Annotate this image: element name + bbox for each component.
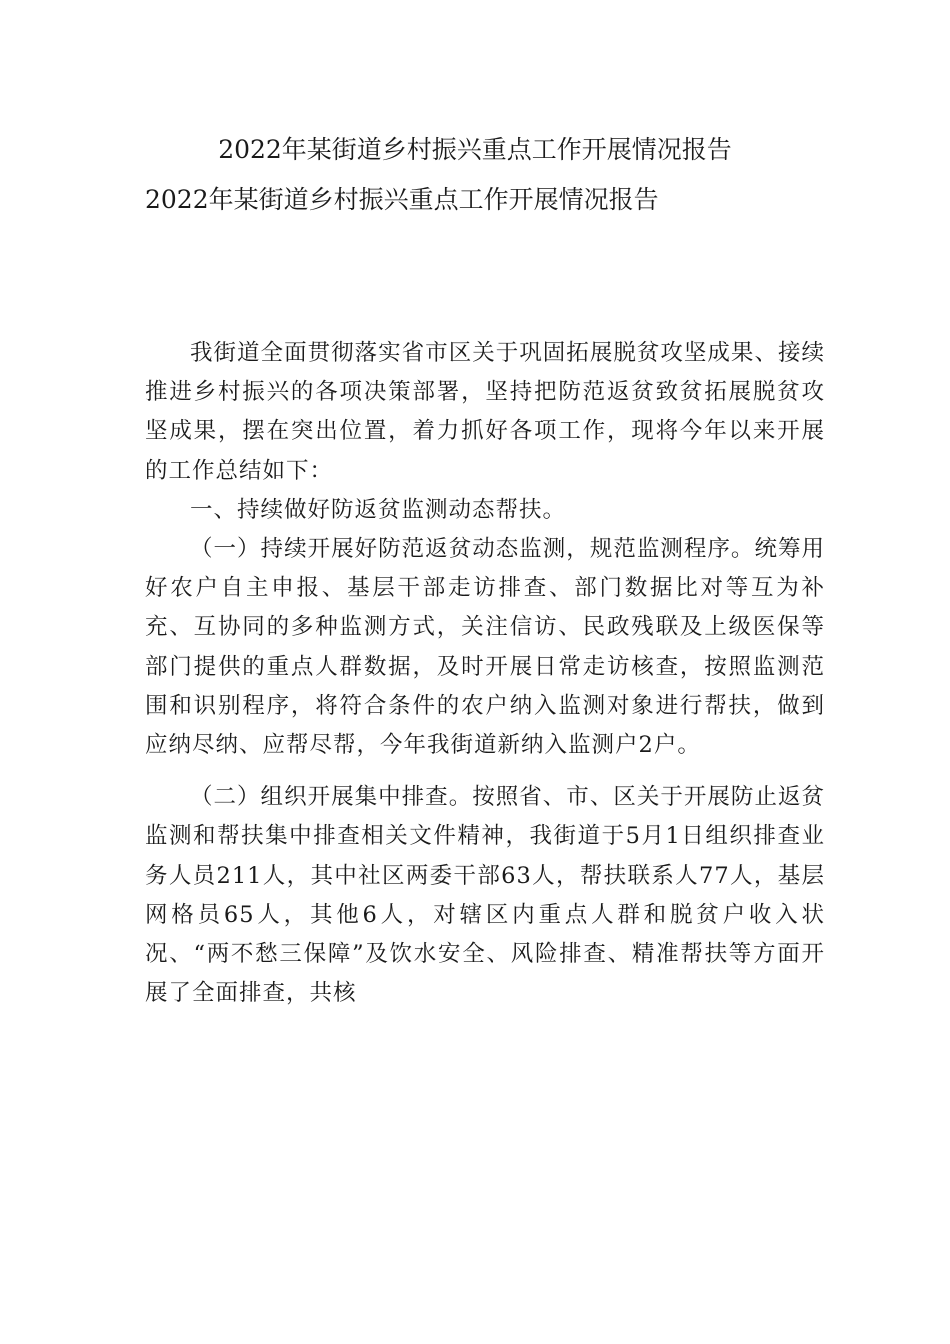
- document-title-left: 2022年某街道乡村振兴重点工作开展情况报告: [145, 185, 659, 214]
- paragraph-section-heading: 一、持续做好防返贫监测动态帮扶。: [190, 496, 567, 523]
- document-body: [145, 334, 825, 1013]
- paragraph-item-two: （二）组织开展集中排查。按照省、市、区关于开展防止返贫监测和帮扶集中排查相关文件精神，我街道于5月1日组织排查业务人员211人，其中社区两委干部63人，帮扶联系人77人，基层网格员65人，其他6人，对辖区内重点人群和脱贫户收入状况、“两不愁三保障”及饮水安全、风险排查、精准帮扶等方面开展了全面排查，共核: [145, 784, 825, 1007]
- paragraph-intro: 我街道全面贯彻落实省市区关于巩固拓展脱贫攻坚成果、接续推进乡村振兴的各项决策部署，坚持把防范返贫致贫拓展脱贫攻坚成果，摆在突出位置，着力抓好各项工作，现将今年以来开展的工作总结如下：: [145, 340, 825, 484]
- document-title-centered: 2022年某街道乡村振兴重点工作开展情况报告: [218, 135, 732, 164]
- paragraph-item-one: （一）持续开展好防范返贫动态监测，规范监测程序。统筹用好农户自主申报、基层干部走访排查、部门数据比对等互为补充、互协同的多种监测方式，关注信访、民政残联及上级医保等部门提供的重点人群数据，及时开展日常走访核查，按照监测范围和识别程序，将符合条件的农户纳入监测对象进行帮扶，做到应纳尽纳、应帮尽帮，今年我街道新纳入监测户2户。: [145, 536, 825, 759]
